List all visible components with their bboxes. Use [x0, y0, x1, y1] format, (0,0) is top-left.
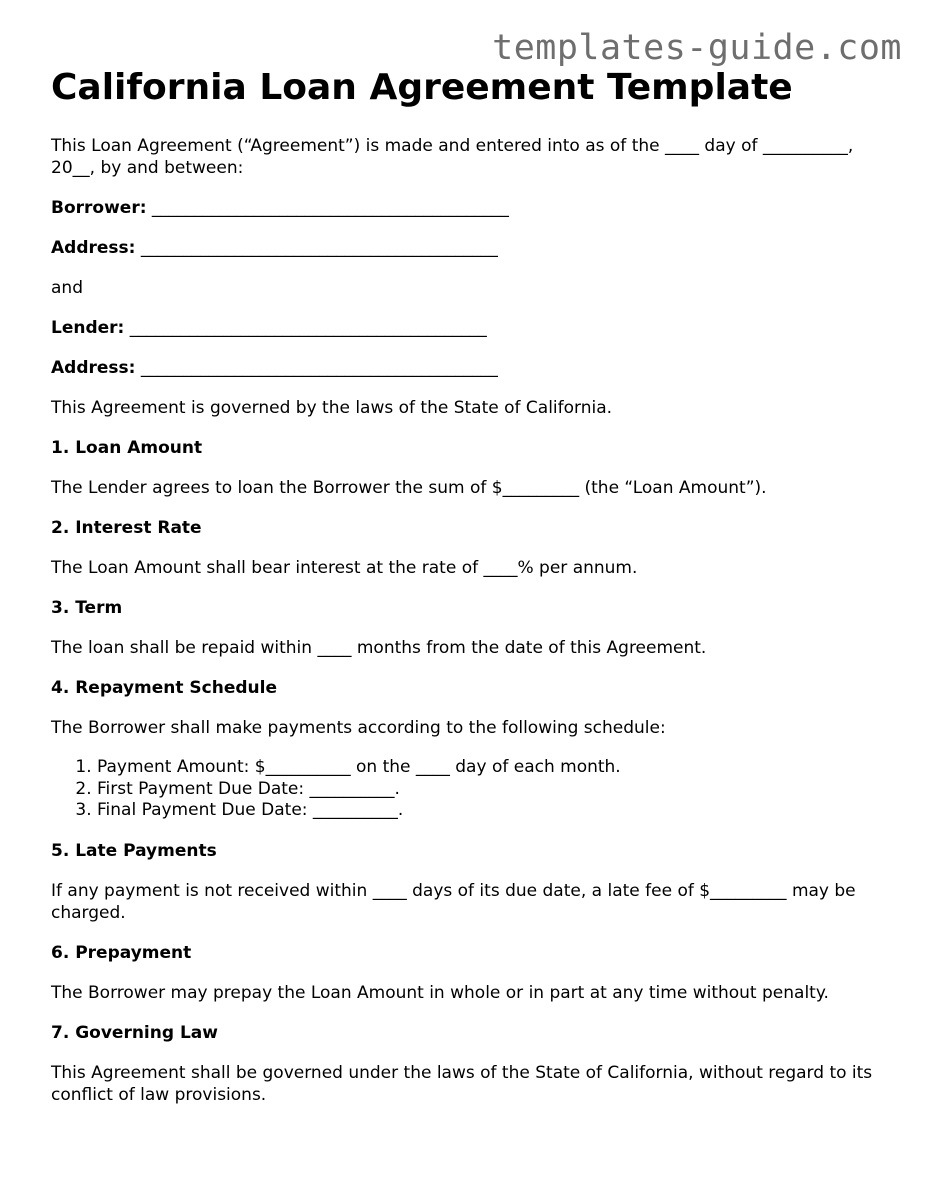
list-item: 2. First Payment Due Date: __________.: [97, 779, 891, 801]
section-heading-repayment-schedule: 4. Repayment Schedule: [51, 678, 277, 698]
section-heading-loan-amount: 1. Loan Amount: [51, 438, 203, 458]
section-text-late-payments: If any payment is not received within ____ days of its due date, a late fee of $_________ may be charged.: [51, 880, 856, 923]
section-text-interest-rate: The Loan Amount shall bear interest at the rate of ____% per annum.: [51, 558, 638, 578]
intro-paragraph: This Loan Agreement (“Agreement”) is made and entered into as of the ____ day of __________, 20__, by and between:: [51, 136, 854, 178]
borrower-address-field: [51, 237, 891, 259]
lender-blank: __________________________________________: [124, 318, 487, 338]
section-heading-interest-rate: 2. Interest Rate: [51, 518, 202, 538]
section-text-repayment-schedule: The Borrower shall make payments according to the following schedule:: [51, 718, 666, 738]
list-item: 1. Payment Amount: $__________ on the ____ day of each month.: [97, 757, 891, 779]
section-text-loan-amount: The Lender agrees to loan the Borrower the sum of $_________ (the “Loan Amount”).: [51, 478, 767, 498]
watermark: templates-guide.com: [492, 28, 902, 68]
section-heading-late-payments: 5. Late Payments: [51, 840, 217, 861]
document-title: California Loan Agreement Template: [51, 67, 793, 108]
borrower-address-label: Address:: [51, 238, 136, 258]
borrower-label: Borrower:: [51, 198, 147, 218]
borrower-address-blank: __________________________________________: [135, 238, 498, 258]
section-heading-prepayment: 6. Prepayment: [51, 942, 192, 963]
document-page: [51, 66, 891, 1106]
section-text-governing-law: This Agreement shall be governed under the laws of the State of California, without regard to its conflict of law provisions.: [51, 1062, 873, 1105]
section-text-term: The loan shall be repaid within ____ months from the date of this Agreement.: [51, 638, 707, 658]
lender-address-label: Address:: [51, 358, 136, 378]
borrower-field: [51, 197, 891, 219]
lender-field: [51, 317, 891, 339]
lender-address-field: [51, 357, 891, 379]
lender-label: Lender:: [51, 318, 125, 338]
section-text-prepayment: The Borrower may prepay the Loan Amount in whole or in part at any time without penalty.: [51, 982, 829, 1003]
borrower-blank: __________________________________________: [146, 198, 509, 218]
list-item: 3. Final Payment Due Date: __________.: [97, 800, 891, 822]
section-heading-term: 3. Term: [51, 598, 123, 618]
and-text: and: [51, 278, 83, 298]
governed-statement: This Agreement is governed by the laws of the State of California.: [51, 398, 613, 418]
section-heading-governing-law: 7. Governing Law: [51, 1022, 218, 1043]
lender-address-blank: __________________________________________: [135, 358, 498, 378]
repayment-schedule-list: [51, 757, 891, 822]
